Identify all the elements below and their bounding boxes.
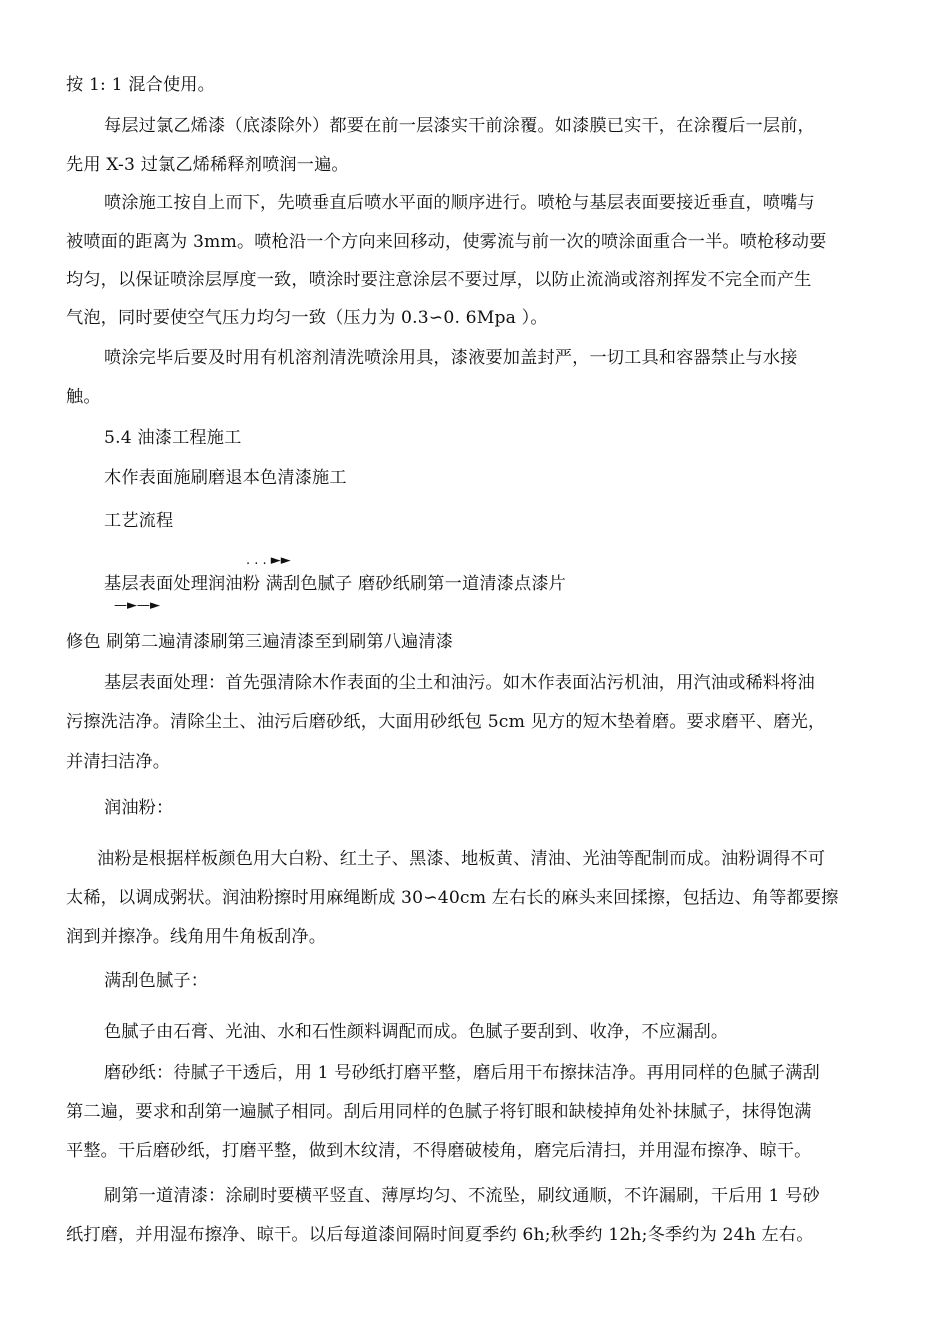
subheading-oil-powder: 润油粉： [104,798,174,818]
paragraph-oil-powder-line1: 油粉是根据样板颜色用大白粉、红土子、黑漆、地板黄、清油、光油等配制而成。油粉调得不可 [97,849,826,869]
paragraph-sanding-line3: 平整。干后磨砂纸，打磨平整，做到木纹清，不得磨破棱角，磨完后清扫，并用湿布擦净、晾干。 [66,1141,812,1161]
paragraph-spraying-line1: 喷涂施工按自上而下，先喷垂直后喷水平面的顺序进行。喷枪与基层表面要接近垂直，喷嘴与 [104,193,815,213]
subheading-color-putty: 满刮色腻子： [104,971,209,991]
paragraph-sanding-line1: 磨砂纸：待腻子干透后，用 1 号砂纸打磨平整，磨后用干布擦抹洁净。再用同样的色腻子满刮 [104,1063,820,1083]
paragraph-spraying-line2: 被喷面的距离为 3mm。喷枪沿一个方向来回移动，使雾流与前一次的喷涂面重合一半。喷枪移动要 [66,232,827,252]
paragraph-oil-powder-line2: 太稀，以调成粥状。润油粉擦时用麻绳断成 30∽40cm 左右长的麻头来回揉擦，包括边、角等都要擦 [66,888,839,908]
flow-arrow-upper: . . . ►► [246,553,291,568]
paragraph-cleaning-line2: 触。 [66,387,101,407]
section-heading-paint-works: 5.4 油漆工程施工 [104,428,242,448]
paragraph-spraying-line4: 气泡，同时要使空气压力均匀一致（压力为 0.3∽0. 6Mpa ）。 [66,308,548,328]
flow-arrow-lower: —►—► [114,598,160,613]
process-flow-line2: 修色 刷第二遍清漆刷第三遍清漆至到刷第八遍清漆 [66,632,454,652]
paragraph-cleaning-line1: 喷涂完毕后要及时用有机溶剂清洗喷涂用具，漆液要加盖封严，一切工具和容器禁止与水接 [104,348,798,368]
subheading-process-flow: 工艺流程 [104,511,174,531]
paragraph-first-varnish-line2: 纸打磨，并用湿布擦净、晾干。以后每道漆间隔时间夏季约 6h;秋季约 12h;冬季约为 24h 左右。 [66,1225,814,1245]
paragraph-perchlorovinyl-line2: 先用 X-3 过氯乙烯稀释剂喷润一遍。 [66,155,349,175]
paragraph-surface-prep-line3: 并清扫洁净。 [66,752,171,772]
subheading-wood-varnish: 木作表面施刷磨退本色清漆施工 [104,468,347,488]
paragraph-mix-ratio: 按 1: 1 混合使用。 [66,75,215,95]
paragraph-color-putty: 色腻子由石膏、光油、水和石性颜料调配而成。色腻子要刮到、收净，不应漏刮。 [104,1022,729,1042]
paragraph-first-varnish-line1: 刷第一道清漆：涂刷时要横平竖直、薄厚均匀、不流坠，刷纹通顺，不许漏刷，干后用 1 号砂 [104,1186,820,1206]
paragraph-spraying-line3: 均匀，以保证喷涂层厚度一致，喷涂时要注意涂层不要过厚，以防止流淌或溶剂挥发不完全而产生 [66,270,812,290]
paragraph-perchlorovinyl-line1: 每层过氯乙烯漆（底漆除外）都要在前一层漆实干前涂覆。如漆膜已实干，在涂覆后一层前， [104,116,815,136]
paragraph-surface-prep-line2: 污擦洗洁净。清除尘土、油污后磨砂纸，大面用砂纸包 5cm 见方的短木垫着磨。要求磨平、磨光， [66,712,826,732]
process-flow-line1: 基层表面处理润油粉 满刮色腻子 磨砂纸刷第一道清漆点漆片 [104,574,567,594]
paragraph-sanding-line2: 第二遍，要求和刮第一遍腻子相同。刮后用同样的色腻子将钉眼和缺棱掉角处补抹腻子，抹得饱满 [66,1102,812,1122]
paragraph-surface-prep-line1: 基层表面处理：首先强清除木作表面的尘土和油污。如木作表面沾污机油，用汽油或稀料将油 [104,673,815,693]
paragraph-oil-powder-line3: 润到并擦净。线角用牛角板刮净。 [66,927,327,947]
